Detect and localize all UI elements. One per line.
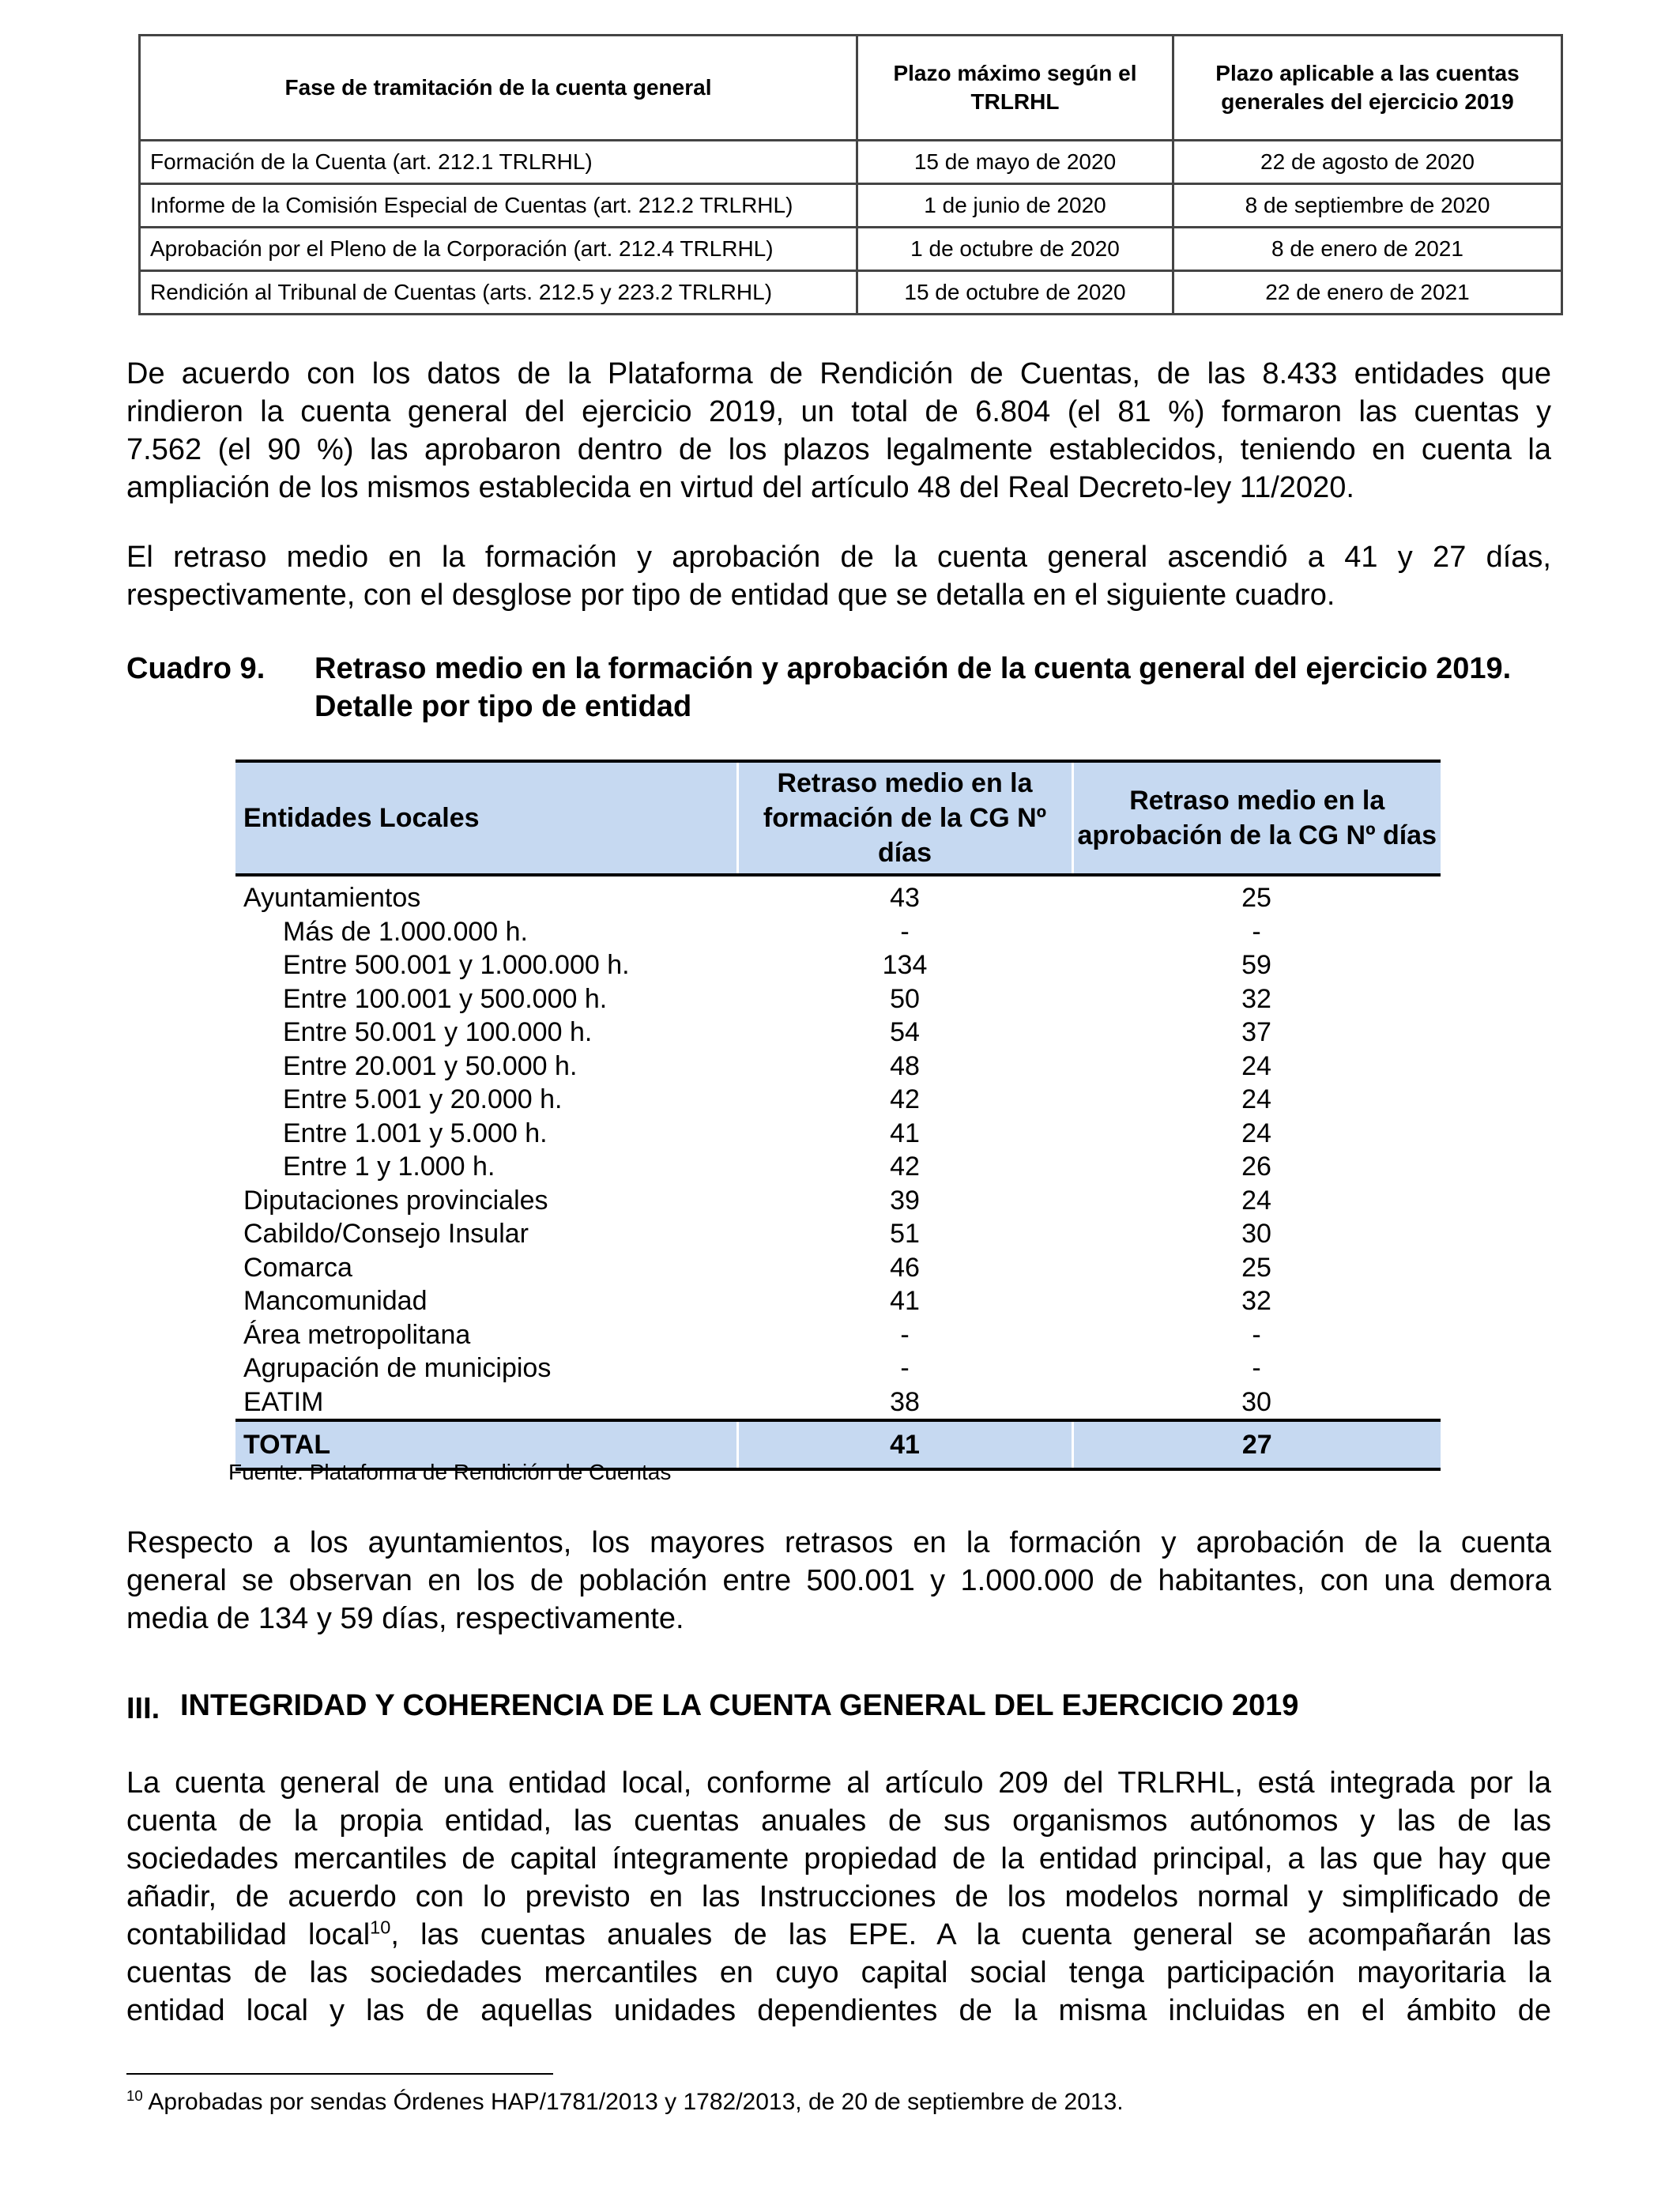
retraso-table-header bbox=[235, 761, 1441, 875]
table-row bbox=[235, 1251, 1441, 1285]
retraso-formacion-value: 54 bbox=[890, 1017, 920, 1047]
line-text: , las cuentas anuales de las EPE. A la cuenta general se acompañarán las bbox=[390, 1918, 1552, 1951]
fase-cell: Formación de la Cuenta (art. 212.1 TRLRHL) bbox=[140, 141, 857, 184]
table-row bbox=[235, 1217, 1441, 1251]
header-retraso-formacion: Retraso medio en la formación de la CG Nº días bbox=[737, 761, 1072, 875]
retraso-formacion-value: 42 bbox=[890, 1152, 920, 1182]
retraso-formacion-value: 41 bbox=[890, 1118, 920, 1148]
line-text: contabilidad local bbox=[126, 1918, 371, 1951]
retraso-formacion-value: 38 bbox=[890, 1386, 920, 1417]
retraso-aprobacion-value: 24 bbox=[1241, 1084, 1271, 1114]
retraso-formacion-value: 43 bbox=[890, 883, 920, 913]
retraso-table bbox=[235, 760, 1441, 1471]
retraso-aprobacion-value: 24 bbox=[1241, 1050, 1271, 1081]
retraso-aprobacion-value: 37 bbox=[1241, 1017, 1271, 1047]
table-row bbox=[235, 1318, 1441, 1352]
entity-name: Entre 100.001 y 500.000 h. bbox=[283, 983, 608, 1014]
retraso-formacion-value: 51 bbox=[890, 1219, 920, 1249]
table-row bbox=[235, 982, 1441, 1016]
entity-name: Ayuntamientos bbox=[243, 883, 421, 913]
entity-name: Entre 5.001 y 20.000 h. bbox=[283, 1084, 563, 1114]
plazo-aplicable-cell: 8 de enero de 2021 bbox=[1173, 228, 1562, 271]
paragraph-line: general se observan en los de población entre 500.001 y 1.000.000 de habitantes, con una demora bbox=[126, 1564, 1551, 1597]
header-retraso-aprobacion: Retraso medio en la aprobación de la CG Nº días bbox=[1072, 761, 1441, 875]
retraso-formacion-value: 134 bbox=[882, 950, 928, 980]
entity-name: EATIM bbox=[243, 1386, 324, 1417]
retraso-aprobacion-value: 30 bbox=[1241, 1219, 1271, 1249]
table-row bbox=[235, 1284, 1441, 1318]
total-formacion: 41 bbox=[737, 1420, 1072, 1469]
total-aprobacion: 27 bbox=[1072, 1420, 1441, 1469]
paragraph-line: entidad local y las de aquellas unidades dependientes de la misma incluidas en el ámbito de bbox=[126, 1994, 1551, 2027]
table-row bbox=[235, 915, 1441, 949]
footnote-divider bbox=[126, 2073, 553, 2075]
paragraph-line: cuentas de las sociedades mercantiles en cuyo capital social tenga participación mayoritaria la bbox=[126, 1956, 1551, 1989]
paragraph-line: media de 134 y 59 días, respectivamente. bbox=[126, 1602, 684, 1635]
table-row bbox=[140, 271, 1562, 315]
paragraph-line: añadir, de acuerdo con lo previsto en las Instrucciones de los modelos normal y simplificado de bbox=[126, 1880, 1551, 1913]
entity-name: Comarca bbox=[243, 1252, 352, 1283]
table-row bbox=[235, 875, 1441, 915]
retraso-aprobacion-value: 32 bbox=[1241, 983, 1271, 1014]
entity-name: Más de 1.000.000 h. bbox=[283, 916, 529, 947]
footnote-mark: 10 bbox=[126, 2087, 143, 2104]
retraso-formacion-value: - bbox=[900, 916, 910, 947]
footnote-ref[interactable]: 10 bbox=[370, 1917, 391, 1938]
paragraph-line: 7.562 (el 90 %) las aprobaron dentro de los plazos legalmente establecidos, teniendo en cuenta la bbox=[126, 433, 1551, 466]
paragraph-line: respectivamente, con el desglose por tipo de entidad que se detalla en el siguiente cuadro. bbox=[126, 579, 1335, 612]
retraso-aprobacion-value: 30 bbox=[1241, 1386, 1271, 1417]
paragraph-line: El retraso medio en la formación y aprobación de la cuenta general ascendió a 41 y 27 días, bbox=[126, 541, 1551, 574]
paragraph-retraso-medio bbox=[126, 538, 1551, 614]
plazo-maximo-cell: 15 de mayo de 2020 bbox=[857, 141, 1173, 184]
entity-name: Entre 500.001 y 1.000.000 h. bbox=[283, 950, 630, 980]
paragraph-line: cuenta de la propia entidad, las cuentas anuales de sus organismos autónomos y las de las bbox=[126, 1804, 1551, 1838]
table-row bbox=[140, 141, 1562, 184]
retraso-aprobacion-value: 26 bbox=[1241, 1152, 1271, 1182]
table-row bbox=[235, 1117, 1441, 1151]
entity-name: Entre 1.001 y 5.000 h. bbox=[283, 1118, 548, 1148]
entity-name: Agrupación de municipios bbox=[243, 1353, 552, 1383]
retraso-formacion-value: 50 bbox=[890, 983, 920, 1014]
plazo-maximo-cell: 1 de octubre de 2020 bbox=[857, 228, 1173, 271]
paragraph-line: ampliación de los mismos establecida en virtud del artículo 48 del Real Decreto-ley 11/2020. bbox=[126, 471, 1354, 504]
cuadro-label: Cuadro 9. bbox=[126, 652, 266, 685]
retraso-formacion-value: 48 bbox=[890, 1050, 920, 1081]
fase-cell: Informe de la Comisión Especial de Cuentas (art. 212.2 TRLRHL) bbox=[140, 184, 857, 228]
retraso-aprobacion-value: 32 bbox=[1241, 1286, 1271, 1316]
paragraph-line: Respecto a los ayuntamientos, los mayores retrasos en la formación y aprobación de la cuenta bbox=[126, 1526, 1551, 1559]
retraso-table-body bbox=[235, 875, 1441, 1420]
entity-name: Área metropolitana bbox=[243, 1319, 471, 1350]
paragraph-line: La cuenta general de una entidad local, conforme al artículo 209 del TRLRHL, está integrada por la bbox=[126, 1766, 1551, 1800]
entity-name: Entre 50.001 y 100.000 h. bbox=[283, 1017, 593, 1047]
table-row bbox=[235, 1050, 1441, 1084]
table-row bbox=[235, 1083, 1441, 1117]
section-number: III. bbox=[126, 1692, 160, 1725]
retraso-formacion-value: 41 bbox=[890, 1286, 920, 1316]
retraso-formacion-value: - bbox=[900, 1319, 910, 1350]
paragraph-line: rindieron la cuenta general del ejercicio 2019, un total de 6.804 (el 81 %) formaron las cuentas y bbox=[126, 395, 1551, 428]
retraso-aprobacion-value: 24 bbox=[1241, 1118, 1271, 1148]
retraso-aprobacion-value: 25 bbox=[1241, 883, 1271, 913]
retraso-aprobacion-value: - bbox=[1252, 916, 1261, 947]
table-source: Fuente: Plataforma de Rendición de Cuentas bbox=[228, 1460, 672, 1484]
entity-name: Entre 1 y 1.000 h. bbox=[283, 1152, 495, 1182]
retraso-aprobacion-value: 59 bbox=[1241, 950, 1271, 980]
header-entidades: Entidades Locales bbox=[235, 761, 737, 875]
table-row bbox=[235, 1351, 1441, 1385]
cuadro-title: Retraso medio en la formación y aprobación de la cuenta general del ejercicio 2019. Detalle por tipo de entidad bbox=[315, 652, 1512, 723]
header-fase: Fase de tramitación de la cuenta general bbox=[140, 36, 857, 141]
retraso-formacion-value: 42 bbox=[890, 1084, 920, 1114]
plazo-aplicable-cell: 8 de septiembre de 2020 bbox=[1173, 184, 1562, 228]
retraso-formacion-value: 39 bbox=[890, 1185, 920, 1216]
paragraph-entidades-rendidas bbox=[126, 355, 1551, 507]
paragraph-ayuntamientos bbox=[126, 1524, 1551, 1638]
paragraph-line: sociedades mercantiles de capital íntegramente propiedad de la entidad principal, a las que hay que bbox=[126, 1842, 1551, 1875]
table-row bbox=[235, 1016, 1441, 1050]
entity-name: Diputaciones provinciales bbox=[243, 1185, 548, 1216]
table-row bbox=[235, 1385, 1441, 1421]
retraso-formacion-value: 46 bbox=[890, 1252, 920, 1283]
paragraph-line bbox=[126, 1916, 1551, 1954]
retraso-aprobacion-value: - bbox=[1252, 1319, 1261, 1350]
retraso-table-container bbox=[235, 760, 1441, 1471]
header-plazo-aplicable: Plazo aplicable a las cuentas generales del ejercicio 2019 bbox=[1173, 36, 1562, 141]
table-row bbox=[235, 1184, 1441, 1218]
entity-name: Mancomunidad bbox=[243, 1286, 428, 1316]
plazo-aplicable-cell: 22 de enero de 2021 bbox=[1173, 271, 1562, 315]
entity-name: Entre 20.001 y 50.000 h. bbox=[283, 1050, 578, 1081]
plazos-table-header bbox=[140, 36, 1562, 141]
fase-cell: Aprobación por el Pleno de la Corporación (art. 212.4 TRLRHL) bbox=[140, 228, 857, 271]
table-row bbox=[140, 184, 1562, 228]
fase-cell: Rendición al Tribunal de Cuentas (arts. 212.5 y 223.2 TRLRHL) bbox=[140, 271, 857, 315]
plazo-maximo-cell: 1 de junio de 2020 bbox=[857, 184, 1173, 228]
entity-name: Cabildo/Consejo Insular bbox=[243, 1219, 529, 1249]
retraso-formacion-value: - bbox=[900, 1353, 910, 1383]
footnote-text: Aprobadas por sendas Órdenes HAP/1781/2013 y 1782/2013, de 20 de septiembre de 2013. bbox=[142, 2089, 1124, 2115]
header-plazo-maximo: Plazo máximo según el TRLRHL bbox=[857, 36, 1173, 141]
table-row bbox=[235, 1150, 1441, 1184]
retraso-aprobacion-value: 25 bbox=[1241, 1252, 1271, 1283]
table-row bbox=[235, 948, 1441, 982]
retraso-aprobacion-value: 24 bbox=[1241, 1185, 1271, 1216]
retraso-aprobacion-value: - bbox=[1252, 1353, 1261, 1383]
plazo-maximo-cell: 15 de octubre de 2020 bbox=[857, 271, 1173, 315]
total-label: TOTAL bbox=[235, 1420, 737, 1469]
plazos-table bbox=[138, 34, 1563, 315]
section-title: INTEGRIDAD Y COHERENCIA DE LA CUENTA GENERAL DEL EJERCICIO 2019 bbox=[180, 1689, 1299, 1722]
paragraph-line: De acuerdo con los datos de la Plataforma de Rendición de Cuentas, de las 8.433 entidades que bbox=[126, 357, 1551, 390]
plazo-aplicable-cell: 22 de agosto de 2020 bbox=[1173, 141, 1562, 184]
footnote bbox=[126, 2087, 1124, 2117]
paragraph-cuenta-general bbox=[126, 1764, 1551, 2030]
table-row bbox=[140, 228, 1562, 271]
